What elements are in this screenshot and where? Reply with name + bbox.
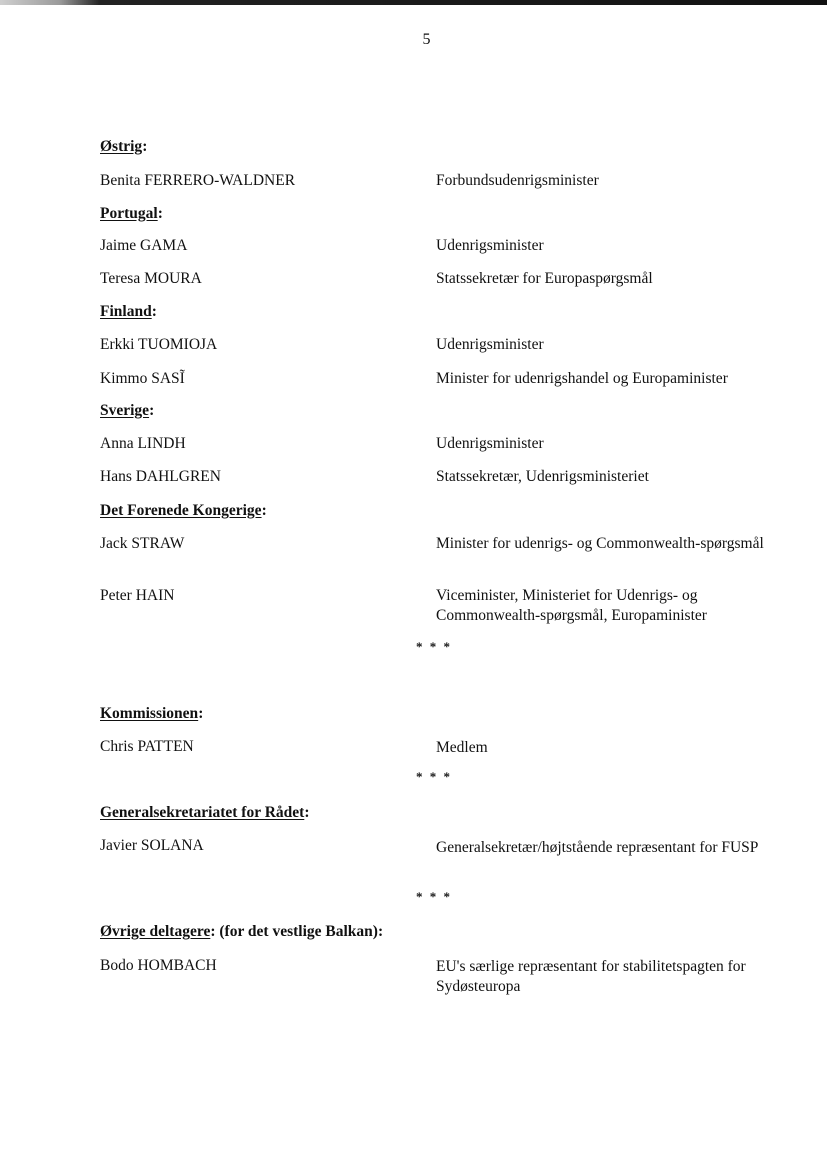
page-number: 5 [422,31,431,48]
heading-ovrige: Øvrige deltagere: (for det vestlige Balkan): [100,923,384,940]
section-separator: * * * [416,769,452,784]
member-name: Jaime GAMA [100,237,188,254]
member-name: Hans DAHLGREN [100,468,221,485]
member-name: Benita FERRERO-WALDNER [100,172,296,189]
member-role: Forbundsudenrigsminister [436,172,599,189]
member-name: Bodo HOMBACH [100,957,217,974]
heading-finland: Finland: [100,303,157,320]
member-role: Udenrigsminister [436,237,544,254]
heading-kommissionen: Kommissionen: [100,705,204,722]
member-role: Statssekretær for Europaspørgsmål [436,270,653,287]
heading-portugal: Portugal: [100,205,163,222]
member-role: Udenrigsminister [436,435,544,452]
section-separator: * * * [416,889,452,904]
member-name: Chris PATTEN [100,738,194,755]
member-role: Medlem [436,739,488,756]
member-role: Minister for udenrigs- og Commonwealth-spørgsmål [436,535,764,552]
member-role: Generalsekretær/højtstående repræsentant for FUSP [436,839,759,856]
heading-sverige: Sverige: [100,402,155,419]
member-name: Jack STRAW [100,535,185,552]
member-name: Erkki TUOMIOJA [100,336,218,353]
top-border-rule [0,0,827,5]
member-name: Teresa MOURA [100,270,202,287]
member-name: Anna LINDH [100,435,186,452]
member-role: EU's særlige repræsentant for stabilitetspagten for Sydøsteuropa [436,958,746,995]
heading-uk: Det Forenede Kongerige: [100,502,267,519]
member-name: Peter HAIN [100,587,175,604]
member-role: Viceminister, Ministeriet for Udenrigs- og Commonwealth-spørgsmål, Europaminister [436,587,707,624]
heading-generalsekretariatet: Generalsekretariatet for Rådet: [100,804,310,821]
member-role: Statssekretær, Udenrigsministeriet [436,468,649,485]
member-name: Kimmo SASĨ [100,370,185,387]
member-role: Udenrigsminister [436,336,544,353]
member-name: Javier SOLANA [100,837,204,854]
member-role: Minister for udenrigshandel og Europaminister [436,370,728,387]
heading-ostrig: Østrig: [100,138,148,155]
section-separator: * * * [416,639,452,654]
